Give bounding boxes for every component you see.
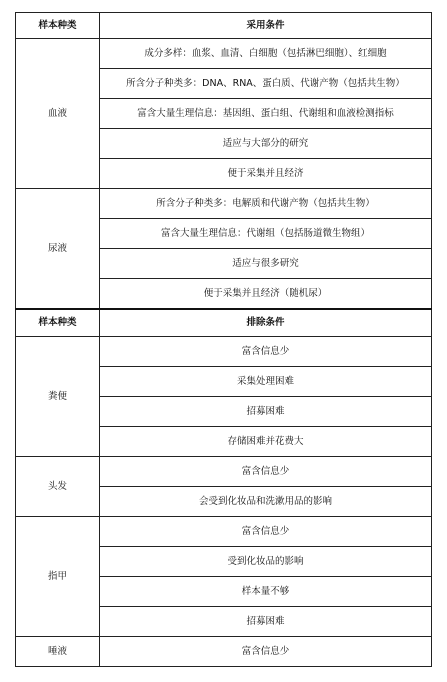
table-row [16,337,432,367]
table-body [16,13,432,667]
criteria-cell: 采集处理困难 [100,367,432,397]
criteria-cell: 适应与很多研究 [100,249,432,279]
header-sample-type: 样本种类 [16,13,100,39]
criteria-cell: 富含信息少 [100,637,432,667]
criteria-cell: 会受到化妆品和洗漱用品的影响 [100,487,432,517]
criteria-cell: 所含分子种类多：电解质和代谢产物（包括共生物） [100,189,432,219]
criteria-cell: 所含分子种类多：DNA、RNA、蛋白质、代谢产物（包括共生物） [100,69,432,99]
criteria-cell: 成分多样：血浆、血清、白细胞（包括淋巴细胞）、红细胞 [100,39,432,69]
table-row [16,39,432,69]
sample-type-feces: 粪便 [16,337,100,457]
header-exclusion-criteria: 排除条件 [100,309,432,337]
criteria-cell: 便于采集并且经济 [100,159,432,189]
criteria-cell: 受到化妆品的影响 [100,547,432,577]
sample-type-saliva: 唾液 [16,637,100,667]
header-sample-type: 样本种类 [16,309,100,337]
criteria-cell: 样本量不够 [100,577,432,607]
sample-type-nails: 指甲 [16,517,100,637]
criteria-cell: 招募困难 [100,607,432,637]
criteria-cell: 富含大量生理信息：代谢组（包括肠道微生物组） [100,219,432,249]
table-row [16,457,432,487]
table-row [16,637,432,667]
table-header-row-exclusion [16,309,432,337]
table-row [16,189,432,219]
table-header-row-inclusion [16,13,432,39]
criteria-cell: 招募困难 [100,397,432,427]
criteria-cell: 富含信息少 [100,337,432,367]
criteria-cell: 富含信息少 [100,517,432,547]
criteria-cell: 富含信息少 [100,457,432,487]
sample-type-hair: 头发 [16,457,100,517]
sample-type-blood: 血液 [16,39,100,189]
table-row [16,517,432,547]
criteria-cell: 存储困难并花费大 [100,427,432,457]
criteria-table [15,12,432,667]
criteria-cell: 富含大量生理信息：基因组、蛋白组、代谢组和血液检测指标 [100,99,432,129]
sample-type-urine: 尿液 [16,189,100,309]
header-inclusion-criteria: 采用条件 [100,13,432,39]
criteria-cell: 适应与大部分的研究 [100,129,432,159]
criteria-cell: 便于采集并且经济（随机尿） [100,279,432,309]
